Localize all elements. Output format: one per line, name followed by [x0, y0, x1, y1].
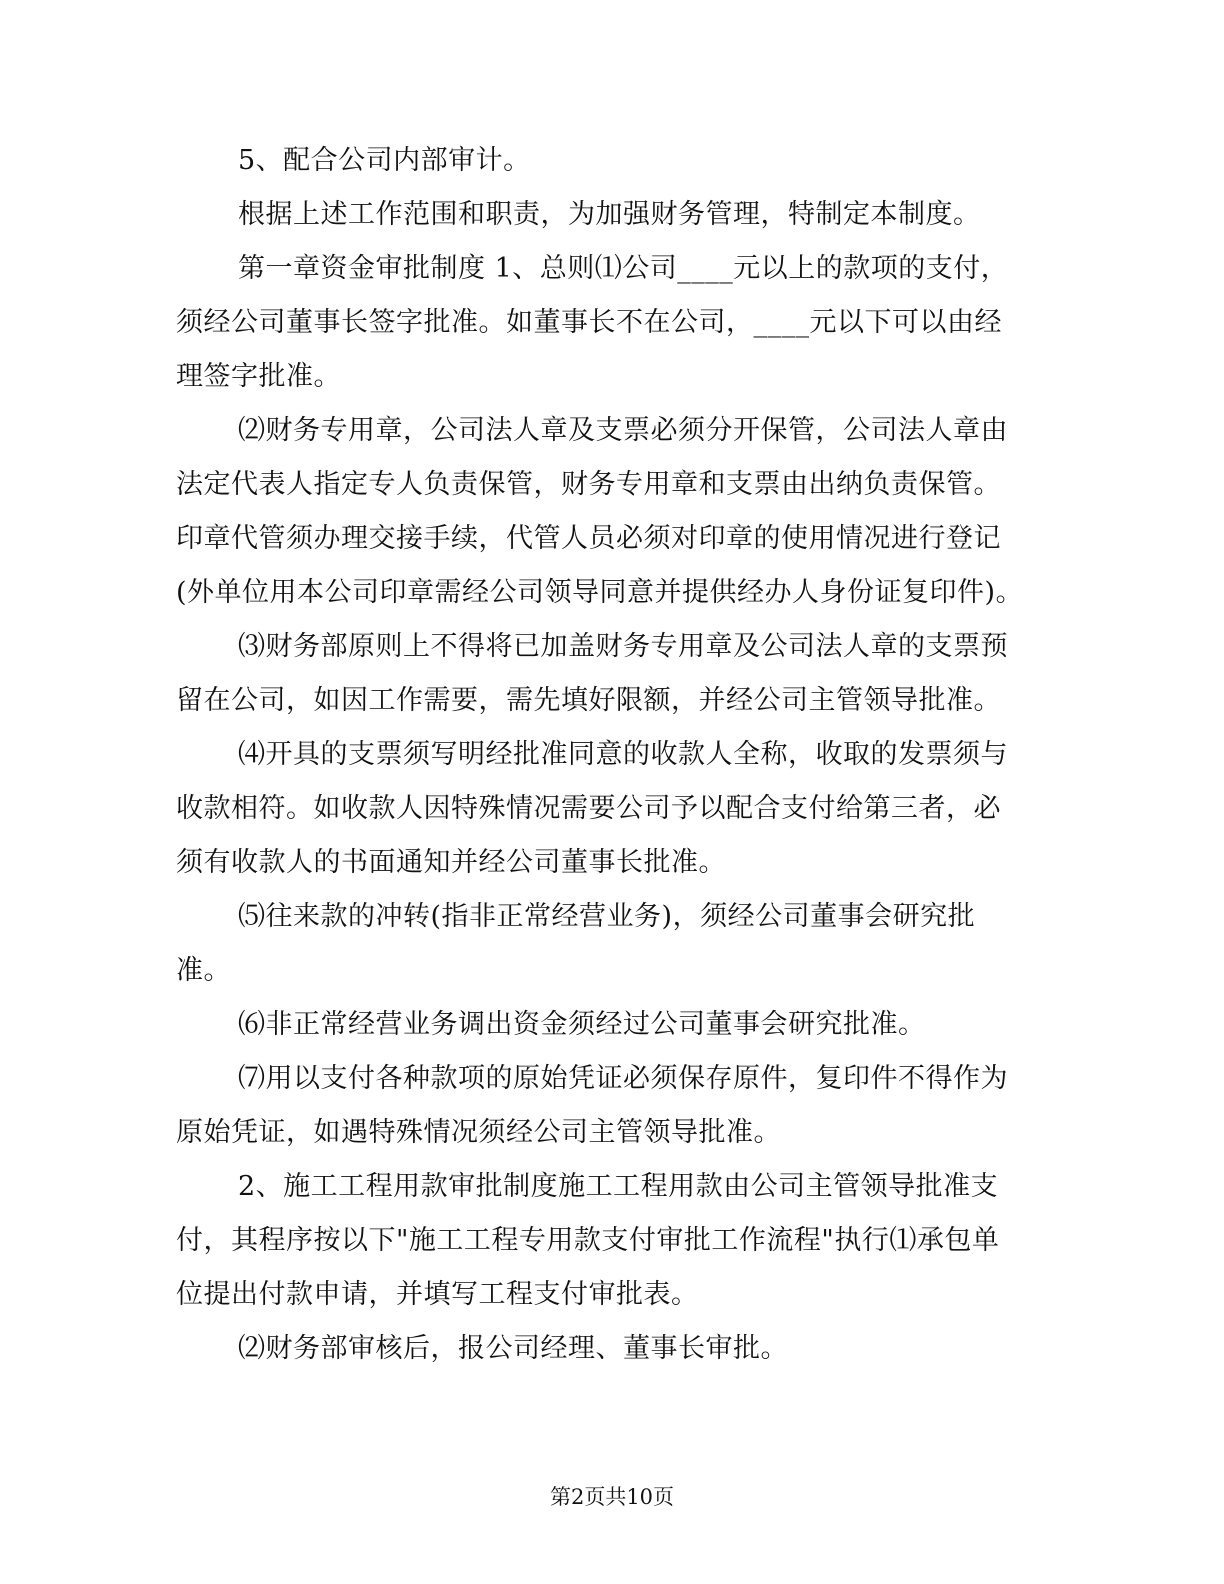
paragraph-finance-review: ⑵财务部审核后，报公司经理、董事长审批。	[238, 1333, 788, 1364]
paragraph-seal-custody: ⑵财务专用章，公司法人章及支票必须分开保管，公司法人章由法定代表人指定专人负责保管，财务专用章和支票由出纳负责保管。印章代管须办理交接手续，代管人员必须对印章的使用情况进行登记(外单位用本公司印章需经公司领导同意并提供经办人身份证复印件)。	[176, 415, 1024, 608]
paragraph-cheque-payee: ⑷开具的支票须写明经批准同意的收款人全称，收取的发票须与收款相符。如收款人因特殊情况需要公司予以配合支付给第三者，必须有收款人的书面通知并经公司董事长批准。	[176, 739, 1008, 878]
page-number-footer: 第2页共10页	[549, 1485, 675, 1509]
paragraph-cheque-retention: ⑶财务部原则上不得将已加盖财务专用章及公司法人章的支票预留在公司，如因工作需要，需先填好限额，并经公司主管领导批准。	[176, 631, 1008, 716]
paragraph-original-vouchers: ⑺用以支付各种款项的原始凭证必须保存原件，复印件不得作为原始凭证，如遇特殊情况须经公司主管领导批准。	[176, 1063, 1008, 1148]
paragraph-account-offset: ⑸往来款的冲转(指非正常经营业务)，须经公司董事会研究批准。	[176, 901, 976, 986]
paragraph-item-5: 5、配合公司内部审计。	[238, 145, 531, 176]
paragraph-fund-transfer: ⑹非正常经营业务调出资金须经过公司董事会研究批准。	[238, 1009, 926, 1040]
document-body	[176, 134, 1026, 1376]
paragraph-chapter-1-general: 第一章资金审批制度 1、总则⑴公司____元以上的款项的支付，须经公司董事长签字批准。如董事长不在公司，____元以下可以由经理签字批准。	[176, 253, 1009, 392]
paragraph-intro: 根据上述工作范围和职责，为加强财务管理，特制定本制度。	[238, 199, 981, 230]
paragraph-construction-payment: 2、施工工程用款审批制度施工工程用款由公司主管领导批准支付，其程序按以下"施工工程专用款支付审批工作流程"执行⑴承包单位提出付款申请，并填写工程支付审批表。	[176, 1171, 1000, 1310]
